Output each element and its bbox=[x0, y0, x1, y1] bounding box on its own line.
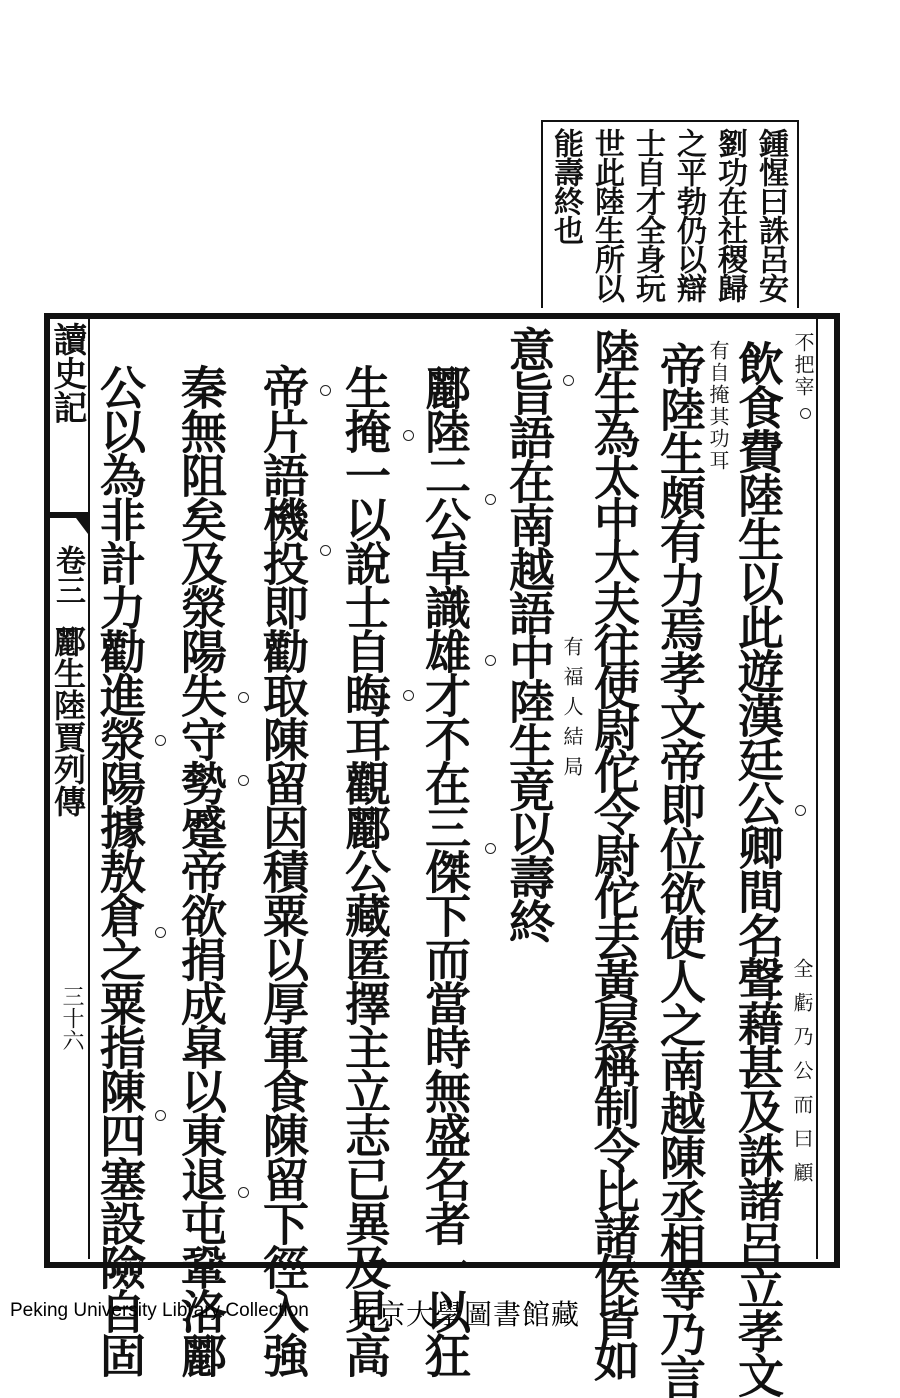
punctuation-mark bbox=[795, 805, 806, 816]
collection-credit-zh: 北京大學圖書館藏 bbox=[348, 1298, 581, 1331]
punctuation-mark bbox=[238, 775, 249, 786]
punctuation-mark bbox=[403, 430, 414, 441]
frame-inner-line bbox=[816, 319, 818, 1259]
punctuation-mark bbox=[485, 494, 496, 505]
text-column: 帝片語機投即勸取陳留因積粟以厚軍食陳留下徑入強 bbox=[256, 364, 310, 1376]
text-column: 意旨語在南越語中陸生竟以壽終 bbox=[502, 326, 556, 942]
text-column: 帝陸生頗有力焉孝文帝即位欲使人之南越陳丞相等乃言 bbox=[653, 342, 707, 1398]
fish-tail-mark bbox=[46, 512, 88, 534]
interlinear-note: 不把宰 bbox=[791, 332, 815, 398]
annotation-column: 能壽終也 bbox=[548, 128, 583, 244]
punctuation-mark bbox=[485, 843, 496, 854]
text-column: 生掩一以說士自晦耳觀酈公藏匿擇主立志已異及見高 bbox=[338, 364, 392, 1376]
page-number: 三十六 bbox=[59, 985, 84, 1051]
punctuation-mark bbox=[320, 385, 331, 396]
text-column: 飲食費陸生以此遊漢廷公卿間名聲藉甚及誅諸呂立孝文 bbox=[731, 340, 785, 1396]
annotation-column: 劉功在社稷歸 bbox=[712, 128, 747, 302]
chapter-label: 酈生陸賈列傳 bbox=[49, 625, 87, 817]
annotation-column: 世此陸生所以 bbox=[589, 128, 624, 302]
punctuation-mark bbox=[403, 690, 414, 701]
punctuation-mark bbox=[155, 735, 166, 746]
annotation-column: 士自才全身玩 bbox=[630, 128, 665, 302]
interlinear-note: 有福人結局 bbox=[560, 636, 584, 786]
interlinear-note: 有自掩其功耳 bbox=[706, 340, 730, 472]
punctuation-mark bbox=[238, 1187, 249, 1198]
annotation-column: 之平勃仍以辯 bbox=[671, 128, 706, 302]
punctuation-mark bbox=[485, 655, 496, 666]
punctuation-mark bbox=[155, 927, 166, 938]
text-column: 秦無阻矣及滎陽失守勢蹙帝欲捐成皐以東退屯鞏洛酈 bbox=[174, 364, 228, 1376]
annotation-column: 鍾惺曰誅呂安 bbox=[753, 128, 788, 302]
interlinear-note: 全虧乃公而曰顧 bbox=[790, 958, 814, 1196]
text-column: 陸生為太中大夫往使尉佗令尉佗去黃屋稱制令比諸侯皆如 bbox=[587, 328, 641, 1378]
text-column: 公以為非計力勸進滎陽據敖倉之粟指陳四塞設險自固 bbox=[93, 364, 147, 1376]
book-title: 讀史記 bbox=[47, 322, 87, 424]
volume-label: 卷三 bbox=[50, 545, 85, 605]
punctuation-mark bbox=[238, 692, 249, 703]
text-column: 酈陸二公卓識雄才不在三傑下而當時無盛名者一以狂 bbox=[418, 364, 472, 1376]
collection-credit-en: Peking University Library Collection bbox=[10, 1300, 309, 1321]
punctuation-mark bbox=[155, 1110, 166, 1121]
punctuation-mark bbox=[320, 545, 331, 556]
punctuation-mark bbox=[563, 375, 574, 386]
punctuation-mark bbox=[800, 408, 811, 419]
